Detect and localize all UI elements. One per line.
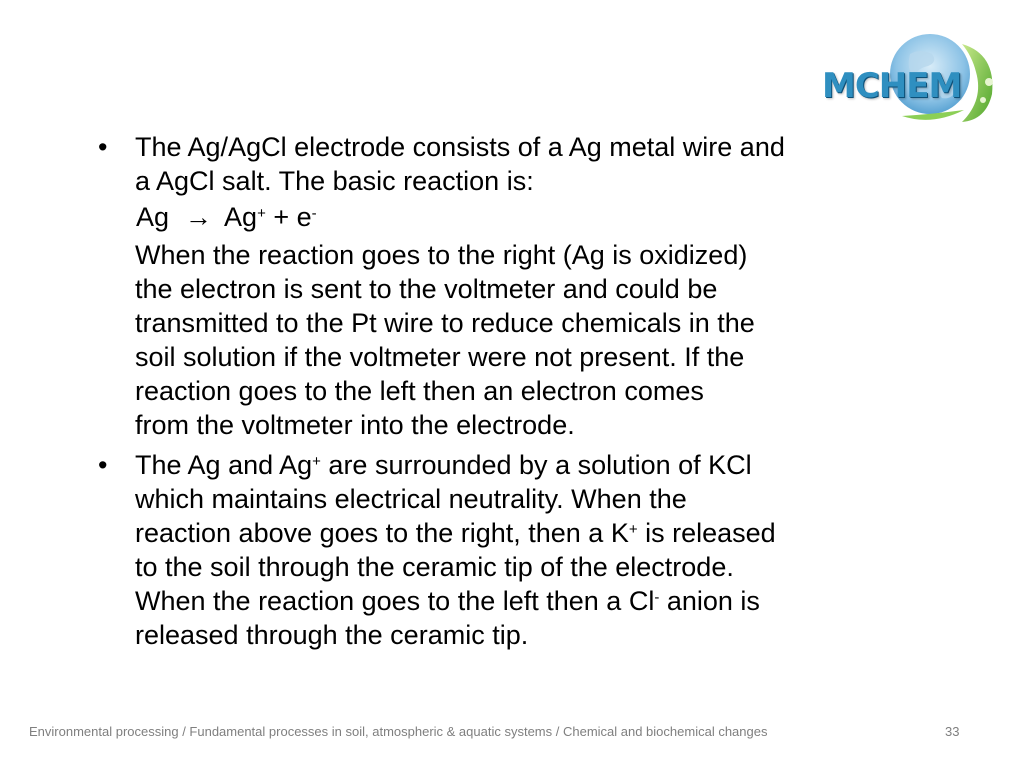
bullet2-line3 <box>135 516 918 550</box>
explanation-paragraph <box>98 238 918 442</box>
paragraph-line: the electron is sent to the voltmeter and could be <box>135 274 718 304</box>
paragraph-line: transmitted to the Pt wire to reduce chemicals in the <box>135 308 755 338</box>
bullet1-line1: The Ag/AgCl electrode consists of a Ag metal wire and <box>135 132 785 162</box>
bullet-item-2 <box>98 448 918 652</box>
text-run: are surrounded by a solution of KCl <box>320 450 752 480</box>
bullet-icon: • <box>98 450 108 480</box>
bullet2-line2: which maintains electrical neutrality. When the <box>135 484 687 514</box>
paragraph-line: soil solution if the voltmeter were not present. If the <box>135 342 745 372</box>
paragraph-line: from the voltmeter into the electrode. <box>135 410 575 440</box>
page-number: 33 <box>945 724 960 739</box>
text-run: The Ag and Ag <box>135 450 313 480</box>
footer-breadcrumb: Environmental processing / Fundamental processes in soil, atmospheric & aquatic systems / Chemical and biochemical changes <box>29 724 768 739</box>
text-run: reaction above goes to the right, then a K <box>135 518 629 548</box>
text-run: When the reaction goes to the left then a Cl <box>135 586 655 616</box>
equation-electron-charge: - <box>311 205 317 222</box>
paragraph-line: reaction goes to the left then an electron comes <box>135 376 704 406</box>
reaction-arrow-icon: → <box>185 202 213 232</box>
text-run: anion is <box>659 586 760 616</box>
bullet-icon: • <box>98 132 108 162</box>
superscript: + <box>628 521 638 538</box>
slide-body <box>98 130 918 652</box>
superscript: + <box>312 453 321 470</box>
equation-plus-electron: + e <box>265 202 312 232</box>
mchem-logo-text: MCHEM <box>822 66 962 106</box>
equation-reactant: Ag <box>136 202 170 232</box>
bullet2-line6: released through the ceramic tip. <box>135 620 529 650</box>
bullet-item-1 <box>98 130 918 198</box>
superscript: - <box>654 589 660 606</box>
bullet1-line2: a AgCl salt. The basic reaction is: <box>135 166 534 196</box>
reaction-equation <box>98 200 918 234</box>
text-run: is released <box>637 518 776 548</box>
bullet2-line5 <box>135 584 918 618</box>
bullet2-line4: to the soil through the ceramic tip of the electrode. <box>135 552 734 582</box>
bullet2-line1 <box>135 448 918 482</box>
equation-product: Ag <box>224 202 258 232</box>
paragraph-line: When the reaction goes to the right (Ag is oxidized) <box>135 240 748 270</box>
equation-product-charge: + <box>257 205 266 222</box>
